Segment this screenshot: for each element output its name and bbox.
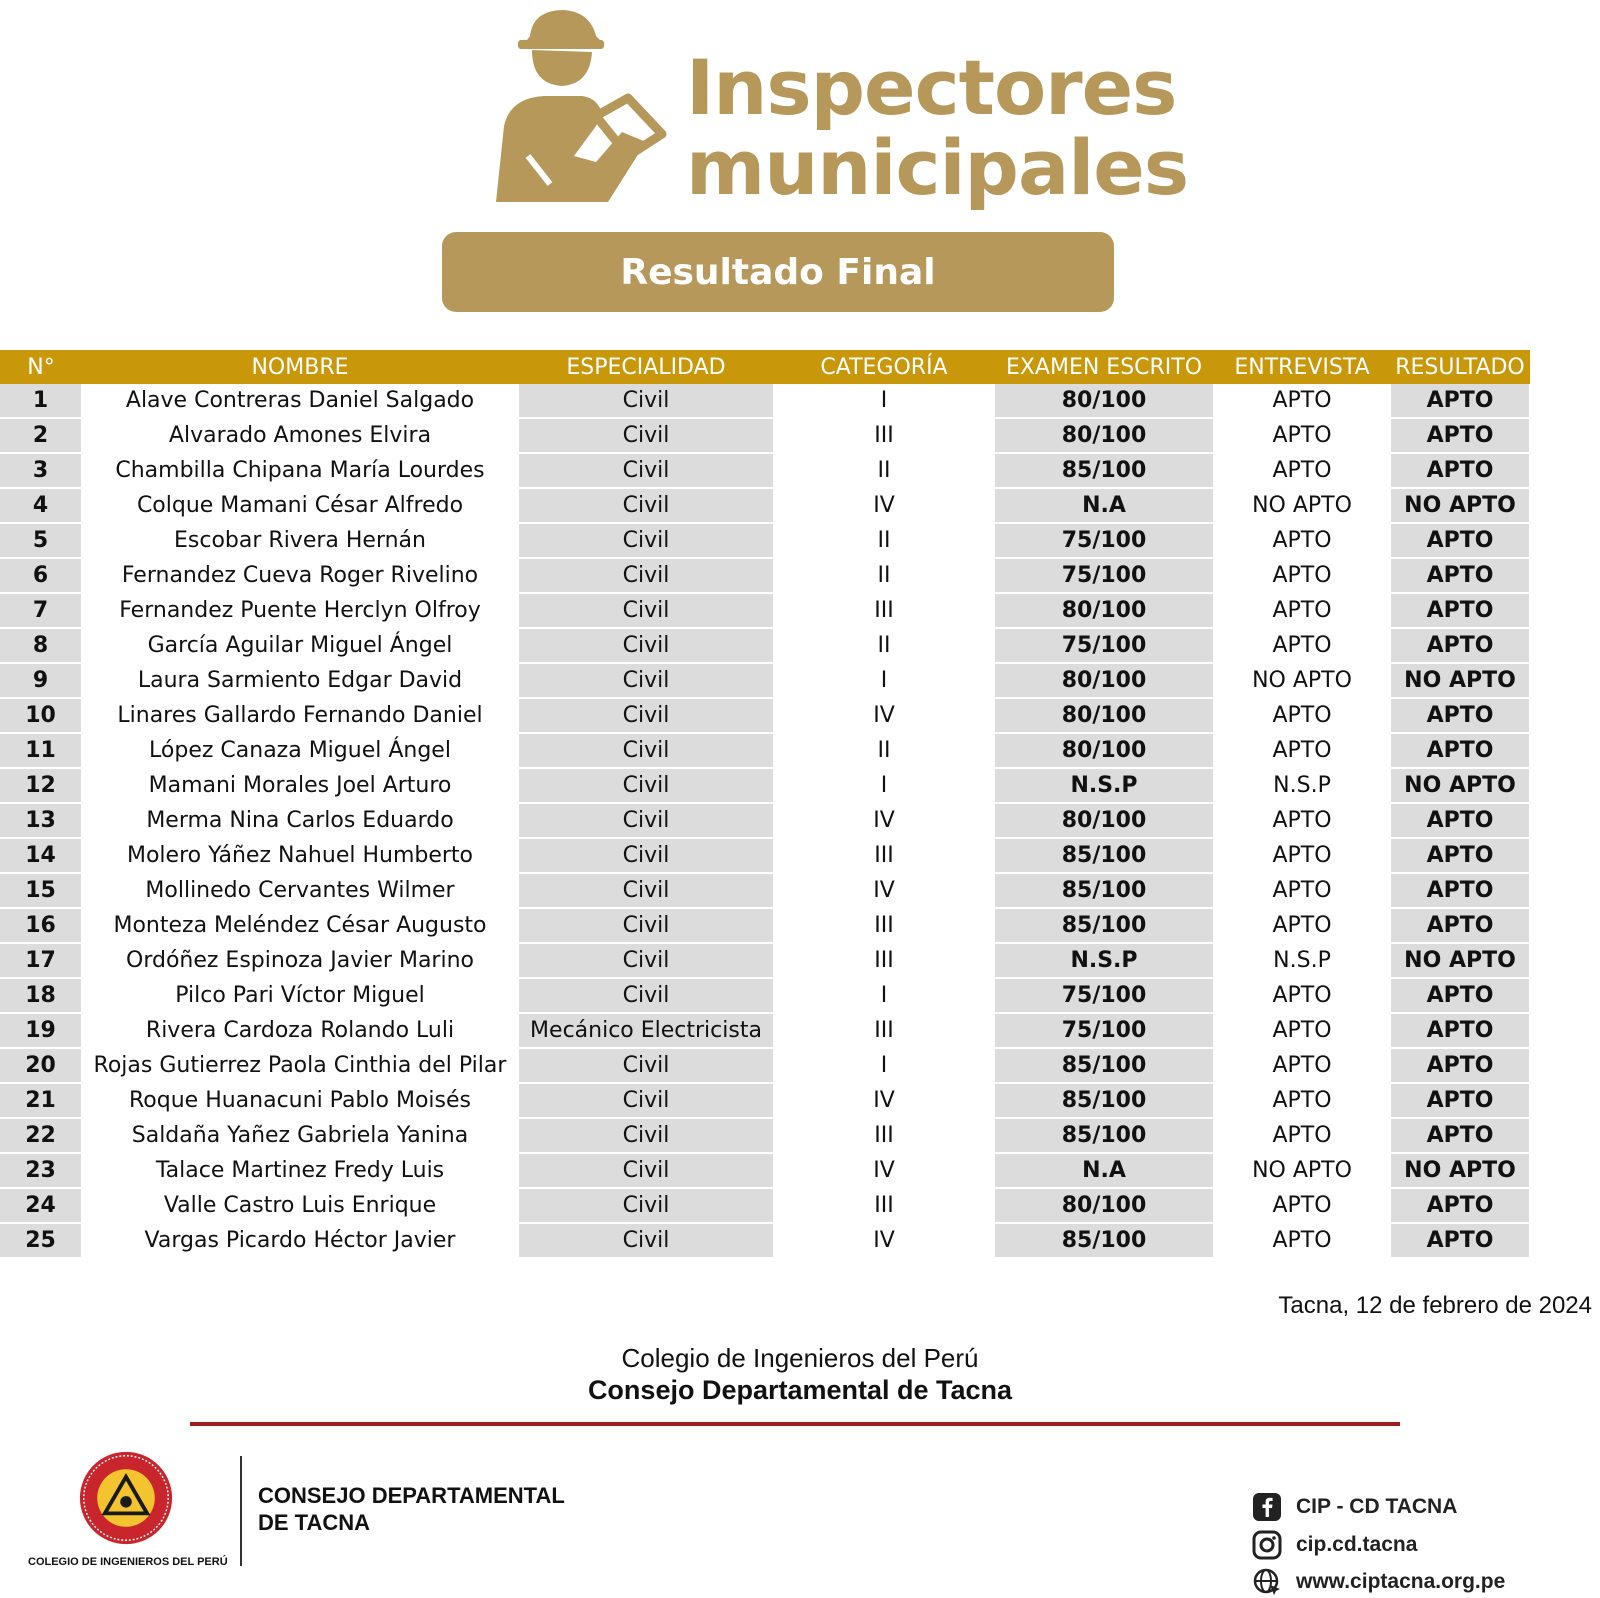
row-number: 10 xyxy=(0,698,82,733)
written-exam-score: 85/100 xyxy=(994,1048,1214,1083)
logo-caption: COLEGIO DE INGENIEROS DEL PERÚ xyxy=(28,1556,228,1568)
table-row xyxy=(0,1188,1530,1223)
written-exam-score: 85/100 xyxy=(994,838,1214,873)
table-row xyxy=(0,558,1530,593)
category: III xyxy=(774,593,994,628)
applicant-name: Valle Castro Luis Enrique xyxy=(82,1188,518,1223)
interview-result: APTO xyxy=(1214,838,1390,873)
row-number: 16 xyxy=(0,908,82,943)
document-date: Tacna, 12 de febrero de 2024 xyxy=(1278,1292,1592,1319)
col-header-specialty: ESPECIALIDAD xyxy=(518,350,774,384)
final-result: NO APTO xyxy=(1390,488,1530,523)
final-result: APTO xyxy=(1390,698,1530,733)
specialty: Civil xyxy=(518,803,774,838)
specialty: Civil xyxy=(518,1048,774,1083)
row-number: 2 xyxy=(0,418,82,453)
col-header-written-exam: EXAMEN ESCRITO xyxy=(994,350,1214,384)
written-exam-score: 85/100 xyxy=(994,1118,1214,1153)
specialty: Civil xyxy=(518,1153,774,1188)
specialty: Civil xyxy=(518,978,774,1013)
applicant-name: Molero Yáñez Nahuel Humberto xyxy=(82,838,518,873)
web-icon xyxy=(1252,1567,1282,1597)
col-header-result: RESULTADO xyxy=(1390,350,1530,384)
written-exam-score: 80/100 xyxy=(994,593,1214,628)
applicant-name: Chambilla Chipana María Lourdes xyxy=(82,453,518,488)
category: IV xyxy=(774,1153,994,1188)
applicant-name: Fernandez Cueva Roger Rivelino xyxy=(82,558,518,593)
row-number: 23 xyxy=(0,1153,82,1188)
category: I xyxy=(774,384,994,418)
applicant-name: Alvarado Amones Elvira xyxy=(82,418,518,453)
title-line-2: municipales xyxy=(686,123,1189,212)
written-exam-score: 85/100 xyxy=(994,453,1214,488)
interview-result: APTO xyxy=(1214,384,1390,418)
row-number: 6 xyxy=(0,558,82,593)
col-header-interview: ENTREVISTA xyxy=(1214,350,1390,384)
interview-result: APTO xyxy=(1214,733,1390,768)
written-exam-score: 80/100 xyxy=(994,1188,1214,1223)
table-row xyxy=(0,1223,1530,1258)
written-exam-score: 80/100 xyxy=(994,733,1214,768)
table-row xyxy=(0,698,1530,733)
interview-result: APTO xyxy=(1214,1188,1390,1223)
specialty: Civil xyxy=(518,908,774,943)
final-result: APTO xyxy=(1390,1118,1530,1153)
applicant-name: Merma Nina Carlos Eduardo xyxy=(82,803,518,838)
applicant-name: Linares Gallardo Fernando Daniel xyxy=(82,698,518,733)
applicant-name: Rojas Gutierrez Paola Cinthia del Pilar xyxy=(82,1048,518,1083)
row-number: 21 xyxy=(0,1083,82,1118)
final-result: NO APTO xyxy=(1390,1153,1530,1188)
specialty: Civil xyxy=(518,873,774,908)
specialty: Civil xyxy=(518,558,774,593)
final-result: APTO xyxy=(1390,908,1530,943)
category: III xyxy=(774,1013,994,1048)
category: IV xyxy=(774,1083,994,1118)
applicant-name: Talace Martinez Fredy Luis xyxy=(82,1153,518,1188)
final-result: NO APTO xyxy=(1390,943,1530,978)
final-result: APTO xyxy=(1390,838,1530,873)
specialty: Civil xyxy=(518,768,774,803)
category: II xyxy=(774,558,994,593)
applicant-name: Mamani Morales Joel Arturo xyxy=(82,768,518,803)
divider-rule xyxy=(190,1422,1400,1426)
final-result: APTO xyxy=(1390,873,1530,908)
applicant-name: Vargas Picardo Héctor Javier xyxy=(82,1223,518,1258)
written-exam-score: N.A xyxy=(994,488,1214,523)
written-exam-score: N.S.P xyxy=(994,768,1214,803)
table-row xyxy=(0,873,1530,908)
category: I xyxy=(774,978,994,1013)
table-row xyxy=(0,1153,1530,1188)
interview-result: APTO xyxy=(1214,698,1390,733)
applicant-name: Mollinedo Cervantes Wilmer xyxy=(82,873,518,908)
table-row xyxy=(0,733,1530,768)
applicant-name: López Canaza Miguel Ángel xyxy=(82,733,518,768)
col-header-name: NOMBRE xyxy=(82,350,518,384)
interview-result: NO APTO xyxy=(1214,663,1390,698)
applicant-name: García Aguilar Miguel Ángel xyxy=(82,628,518,663)
written-exam-score: 75/100 xyxy=(994,523,1214,558)
hero-title xyxy=(686,43,1189,212)
final-result: APTO xyxy=(1390,384,1530,418)
organization-name: Colegio de Ingenieros del Perú xyxy=(621,1343,979,1373)
applicant-name: Roque Huanacuni Pablo Moisés xyxy=(82,1083,518,1118)
specialty: Civil xyxy=(518,628,774,663)
interview-result: NO APTO xyxy=(1214,1153,1390,1188)
results-table xyxy=(0,350,1531,1259)
organization-block xyxy=(0,1342,1600,1406)
col-header-category: CATEGORÍA xyxy=(774,350,994,384)
table-row xyxy=(0,384,1530,418)
category: III xyxy=(774,838,994,873)
table-row xyxy=(0,768,1530,803)
applicant-name: Rivera Cardoza Rolando Luli xyxy=(82,1013,518,1048)
table-row xyxy=(0,1083,1530,1118)
final-result: APTO xyxy=(1390,453,1530,488)
written-exam-score: N.A xyxy=(994,1153,1214,1188)
written-exam-score: 75/100 xyxy=(994,558,1214,593)
facebook-icon xyxy=(1252,1492,1282,1522)
council-line-2: DE TACNA xyxy=(258,1510,371,1535)
category: I xyxy=(774,768,994,803)
category: II xyxy=(774,628,994,663)
final-result: APTO xyxy=(1390,1083,1530,1118)
table-row xyxy=(0,488,1530,523)
written-exam-score: 80/100 xyxy=(994,698,1214,733)
specialty: Civil xyxy=(518,384,774,418)
row-number: 12 xyxy=(0,768,82,803)
row-number: 15 xyxy=(0,873,82,908)
interview-result: N.S.P xyxy=(1214,768,1390,803)
final-result: APTO xyxy=(1390,523,1530,558)
interview-result: APTO xyxy=(1214,418,1390,453)
row-number: 11 xyxy=(0,733,82,768)
inspector-icon xyxy=(478,6,668,206)
final-result: APTO xyxy=(1390,1188,1530,1223)
category: IV xyxy=(774,1223,994,1258)
category: III xyxy=(774,418,994,453)
specialty: Civil xyxy=(518,1118,774,1153)
category: II xyxy=(774,523,994,558)
interview-result: APTO xyxy=(1214,1118,1390,1153)
row-number: 24 xyxy=(0,1188,82,1223)
interview-result: APTO xyxy=(1214,908,1390,943)
specialty: Civil xyxy=(518,453,774,488)
row-number: 13 xyxy=(0,803,82,838)
table-row xyxy=(0,663,1530,698)
applicant-name: Fernandez Puente Herclyn Olfroy xyxy=(82,593,518,628)
final-result: APTO xyxy=(1390,1013,1530,1048)
specialty: Civil xyxy=(518,418,774,453)
row-number: 14 xyxy=(0,838,82,873)
category: IV xyxy=(774,488,994,523)
row-number: 19 xyxy=(0,1013,82,1048)
social-instagram[interactable] xyxy=(1252,1530,1417,1560)
row-number: 5 xyxy=(0,523,82,558)
interview-result: APTO xyxy=(1214,523,1390,558)
page-header xyxy=(0,0,1600,330)
interview-result: APTO xyxy=(1214,1083,1390,1118)
specialty: Civil xyxy=(518,943,774,978)
category: I xyxy=(774,663,994,698)
specialty: Civil xyxy=(518,1223,774,1258)
specialty: Civil xyxy=(518,523,774,558)
final-result: APTO xyxy=(1390,1223,1530,1258)
interview-result: APTO xyxy=(1214,1223,1390,1258)
written-exam-score: 85/100 xyxy=(994,873,1214,908)
table-row xyxy=(0,1048,1530,1083)
specialty: Civil xyxy=(518,1083,774,1118)
specialty: Civil xyxy=(518,663,774,698)
written-exam-score: 80/100 xyxy=(994,803,1214,838)
instagram-icon xyxy=(1252,1530,1282,1560)
social-website[interactable] xyxy=(1252,1567,1505,1597)
category: II xyxy=(774,733,994,768)
interview-result: APTO xyxy=(1214,1048,1390,1083)
row-number: 25 xyxy=(0,1223,82,1258)
table-row xyxy=(0,908,1530,943)
table-row xyxy=(0,593,1530,628)
interview-result: APTO xyxy=(1214,628,1390,663)
final-result: APTO xyxy=(1390,1048,1530,1083)
applicant-name: Monteza Meléndez César Augusto xyxy=(82,908,518,943)
written-exam-score: 75/100 xyxy=(994,628,1214,663)
table-row xyxy=(0,803,1530,838)
result-banner: Resultado Final xyxy=(442,232,1114,312)
applicant-name: Laura Sarmiento Edgar David xyxy=(82,663,518,698)
table-row xyxy=(0,628,1530,663)
council-line-1: CONSEJO DEPARTAMENTAL xyxy=(258,1483,565,1508)
row-number: 22 xyxy=(0,1118,82,1153)
applicant-name: Colque Mamani César Alfredo xyxy=(82,488,518,523)
final-result: APTO xyxy=(1390,418,1530,453)
category: III xyxy=(774,1118,994,1153)
social-facebook[interactable] xyxy=(1252,1492,1457,1522)
applicant-name: Pilco Pari Víctor Miguel xyxy=(82,978,518,1013)
final-result: APTO xyxy=(1390,803,1530,838)
table-header-row xyxy=(0,350,1530,384)
interview-result: NO APTO xyxy=(1214,488,1390,523)
category: IV xyxy=(774,803,994,838)
table-row xyxy=(0,453,1530,488)
final-result: APTO xyxy=(1390,593,1530,628)
specialty: Civil xyxy=(518,1188,774,1223)
final-result: APTO xyxy=(1390,558,1530,593)
footer-council xyxy=(258,1482,565,1536)
row-number: 8 xyxy=(0,628,82,663)
row-number: 17 xyxy=(0,943,82,978)
facebook-label: CIP - CD TACNA xyxy=(1296,1495,1458,1518)
table-row xyxy=(0,418,1530,453)
category: III xyxy=(774,1188,994,1223)
final-result: APTO xyxy=(1390,628,1530,663)
col-header-number: N° xyxy=(0,350,82,384)
table-row xyxy=(0,1013,1530,1048)
written-exam-score: 75/100 xyxy=(994,1013,1214,1048)
category: IV xyxy=(774,873,994,908)
category: IV xyxy=(774,698,994,733)
row-number: 20 xyxy=(0,1048,82,1083)
row-number: 3 xyxy=(0,453,82,488)
applicant-name: Escobar Rivera Hernán xyxy=(82,523,518,558)
final-result: APTO xyxy=(1390,733,1530,768)
category: II xyxy=(774,453,994,488)
specialty: Civil xyxy=(518,698,774,733)
interview-result: APTO xyxy=(1214,558,1390,593)
applicant-name: Ordóñez Espinoza Javier Marino xyxy=(82,943,518,978)
applicant-name: Saldaña Yañez Gabriela Yanina xyxy=(82,1118,518,1153)
interview-result: APTO xyxy=(1214,803,1390,838)
title-line-1: Inspectores xyxy=(686,43,1177,132)
final-result: NO APTO xyxy=(1390,768,1530,803)
interview-result: APTO xyxy=(1214,873,1390,908)
table-row xyxy=(0,838,1530,873)
website-label: www.ciptacna.org.pe xyxy=(1296,1570,1506,1593)
specialty: Civil xyxy=(518,593,774,628)
interview-result: APTO xyxy=(1214,453,1390,488)
row-number: 4 xyxy=(0,488,82,523)
written-exam-score: 80/100 xyxy=(994,663,1214,698)
written-exam-score: N.S.P xyxy=(994,943,1214,978)
written-exam-score: 85/100 xyxy=(994,908,1214,943)
final-result: APTO xyxy=(1390,978,1530,1013)
category: III xyxy=(774,908,994,943)
written-exam-score: 85/100 xyxy=(994,1223,1214,1258)
specialty: Civil xyxy=(518,488,774,523)
specialty: Mecánico Electricista xyxy=(518,1013,774,1048)
interview-result: APTO xyxy=(1214,978,1390,1013)
category: III xyxy=(774,943,994,978)
row-number: 7 xyxy=(0,593,82,628)
written-exam-score: 75/100 xyxy=(994,978,1214,1013)
written-exam-score: 80/100 xyxy=(994,384,1214,418)
written-exam-score: 85/100 xyxy=(994,1083,1214,1118)
row-number: 1 xyxy=(0,384,82,418)
table-row xyxy=(0,1118,1530,1153)
footer-divider xyxy=(240,1456,242,1566)
category: I xyxy=(774,1048,994,1083)
applicant-name: Alave Contreras Daniel Salgado xyxy=(82,384,518,418)
table-row xyxy=(0,523,1530,558)
cip-seal-logo xyxy=(78,1450,174,1546)
specialty: Civil xyxy=(518,838,774,873)
table-row xyxy=(0,943,1530,978)
table-row xyxy=(0,978,1530,1013)
final-result: NO APTO xyxy=(1390,663,1530,698)
interview-result: APTO xyxy=(1214,1013,1390,1048)
interview-result: APTO xyxy=(1214,593,1390,628)
written-exam-score: 80/100 xyxy=(994,418,1214,453)
interview-result: N.S.P xyxy=(1214,943,1390,978)
row-number: 9 xyxy=(0,663,82,698)
instagram-label: cip.cd.tacna xyxy=(1296,1533,1418,1556)
organization-council: Consejo Departamental de Tacna xyxy=(587,1375,1013,1405)
specialty: Civil xyxy=(518,733,774,768)
row-number: 18 xyxy=(0,978,82,1013)
